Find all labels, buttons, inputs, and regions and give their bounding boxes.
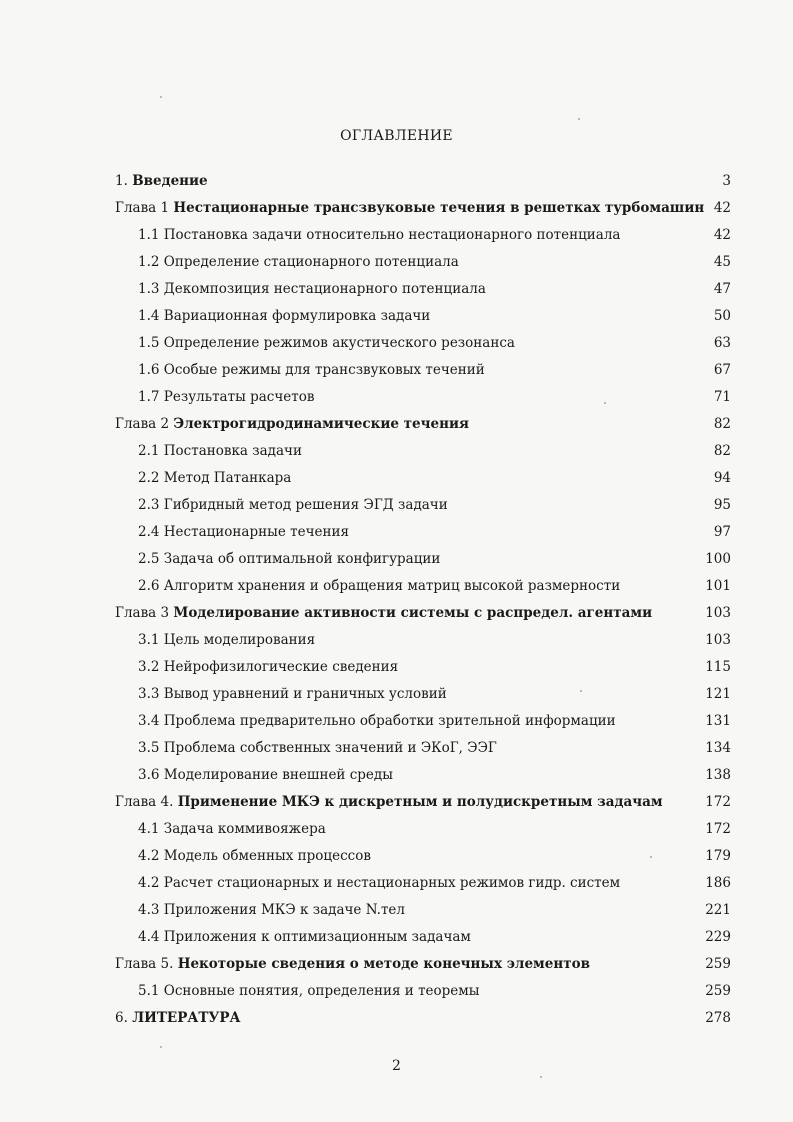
toc-entry-number: 3.4 — [138, 713, 160, 729]
page-title: ОГЛАВЛЕНИЕ — [340, 128, 453, 144]
toc-entry-page: 101 — [705, 578, 731, 594]
toc-chapter-entry[interactable] — [0, 414, 793, 434]
scan-speck — [540, 1076, 542, 1078]
toc-entry-title: Задача об оптимальной конфигурации — [163, 551, 441, 567]
toc-entry-number: 4.3 — [138, 902, 160, 918]
toc-entry-number: 2.5 — [138, 551, 160, 567]
toc-section-entry[interactable] — [0, 981, 793, 1001]
toc-entry-page: 50 — [713, 308, 731, 324]
toc-entry-number: 1. — [115, 173, 128, 189]
toc-entry-title: Нейрофизилогические сведения — [163, 659, 399, 675]
toc-entry-page: 278 — [705, 1010, 731, 1026]
toc-section-entry[interactable] — [0, 360, 793, 380]
toc-entry-label — [138, 495, 448, 515]
toc-entry-number: 2.2 — [138, 470, 160, 486]
toc-entry-label — [138, 900, 405, 920]
toc-entry-title: Электрогидродинамические течения — [173, 416, 469, 432]
toc-entry-title: Цель моделирования — [163, 632, 316, 648]
toc-section-entry[interactable] — [0, 387, 793, 407]
toc-entry-title: Результаты расчетов — [163, 389, 315, 405]
toc-entry-label — [138, 306, 430, 326]
toc-entry-label — [138, 387, 314, 407]
toc-section-entry[interactable] — [0, 495, 793, 515]
toc-entry-page: 82 — [713, 416, 731, 432]
toc-section-entry[interactable] — [0, 306, 793, 326]
toc-entry-label — [138, 927, 471, 947]
toc-entry-title: Гибридный метод решения ЭГД задачи — [163, 497, 448, 513]
toc-entry-label — [138, 468, 291, 488]
toc-entry-page: 179 — [705, 848, 731, 864]
toc-entry-number: 3.5 — [138, 740, 160, 756]
toc-entry-label — [138, 360, 485, 380]
toc-entry-page: 67 — [713, 362, 731, 378]
toc-entry-label — [138, 846, 371, 866]
toc-entry-page: 186 — [705, 875, 731, 891]
toc-section-entry[interactable] — [0, 576, 793, 596]
toc-entry-number: 3.2 — [138, 659, 160, 675]
toc-entry-page: 229 — [705, 929, 731, 945]
toc-entry-title: Нестационарные течения — [163, 524, 350, 540]
toc-entry-page: 103 — [705, 605, 731, 621]
toc-section-entry[interactable] — [0, 522, 793, 542]
toc-entry-title: Определение режимов акустического резонанса — [163, 335, 515, 351]
toc-entry-title: Моделирование внешней среды — [163, 767, 393, 783]
toc-entry-number: 1.3 — [138, 281, 160, 297]
toc-chapter-entry[interactable] — [0, 198, 793, 218]
toc-entry-title: Основные понятия, определения и теоремы — [163, 983, 480, 999]
toc-entry-title: Вывод уравнений и граничных условий — [163, 686, 447, 702]
toc-entry-label — [138, 819, 326, 839]
toc-section-entry[interactable] — [0, 927, 793, 947]
toc-entry-label — [138, 684, 447, 704]
toc-entry-label — [138, 657, 398, 677]
toc-entry-title: ЛИТЕРАТУРА — [132, 1010, 241, 1026]
toc-entry-label — [115, 603, 652, 623]
toc-entry-label — [138, 279, 486, 299]
toc-entry-title: Метод Патанкара — [163, 470, 292, 486]
toc-section-entry[interactable] — [0, 279, 793, 299]
toc-entry-number: 2.6 — [138, 578, 160, 594]
toc-entry-number: 2.1 — [138, 443, 160, 459]
toc-entry-title: Проблема собственных значений и ЭКоГ, ЭЭГ — [163, 740, 497, 756]
scan-speck — [580, 690, 582, 692]
toc-section-entry[interactable] — [0, 819, 793, 839]
toc-chapter-entry[interactable] — [0, 171, 793, 191]
toc-entry-page: 100 — [705, 551, 731, 567]
toc-entry-label — [138, 981, 480, 1001]
toc-entry-title: Определение стационарного потенциала — [163, 254, 459, 270]
toc-entry-title: Постановка задачи относительно нестационарного потенциала — [163, 227, 621, 243]
toc-entry-page: 115 — [705, 659, 731, 675]
toc-section-entry[interactable] — [0, 252, 793, 272]
toc-entry-page: 45 — [713, 254, 731, 270]
toc-entry-number: Глава 3 — [115, 605, 170, 621]
toc-entry-title: Алгоритм хранения и обращения матриц высокой размерности — [163, 578, 621, 594]
toc-entry-label — [115, 1008, 241, 1028]
toc-entry-title: Особые режимы для трансзвуковых течений — [163, 362, 485, 378]
toc-entry-label — [138, 441, 302, 461]
toc-section-entry[interactable] — [0, 657, 793, 677]
toc-section-entry[interactable] — [0, 873, 793, 893]
toc-entry-title: Приложения МКЭ к задаче N.тел — [163, 902, 405, 918]
toc-entry-number: 1.2 — [138, 254, 160, 270]
toc-entry-page: 134 — [705, 740, 731, 756]
toc-entry-number: 1.1 — [138, 227, 160, 243]
toc-entry-label — [138, 522, 349, 542]
toc-entry-label — [138, 576, 620, 596]
toc-entry-number: 1.5 — [138, 335, 160, 351]
toc-entry-title: Постановка задачи — [163, 443, 302, 459]
toc-entry-title: Расчет стационарных и нестационарных режимов гидр. систем — [163, 875, 621, 891]
toc-section-entry[interactable] — [0, 441, 793, 461]
toc-entry-number: 2.3 — [138, 497, 160, 513]
toc-entry-label — [138, 873, 620, 893]
toc-entry-title: Вариационная формулировка задачи — [163, 308, 431, 324]
toc-section-entry[interactable] — [0, 549, 793, 569]
toc-entry-number: 5.1 — [138, 983, 160, 999]
toc-entry-page: 94 — [713, 470, 731, 486]
toc-entry-page: 42 — [713, 227, 731, 243]
toc-entry-page: 259 — [705, 956, 731, 972]
toc-chapter-entry[interactable] — [0, 954, 793, 974]
scan-speck — [578, 118, 580, 120]
toc-entry-page: 47 — [713, 281, 731, 297]
scan-speck — [160, 1046, 162, 1048]
toc-section-entry[interactable] — [0, 333, 793, 353]
toc-entry-title: Модель обменных процессов — [163, 848, 371, 864]
toc-section-entry[interactable] — [0, 684, 793, 704]
toc-entry-label — [138, 765, 393, 785]
toc-entry-page: 121 — [705, 686, 731, 702]
toc-entry-number: 4.2 — [138, 875, 160, 891]
toc-entry-number: 6. — [115, 1010, 128, 1026]
toc-entry-title: Нестационарные трансзвуковые течения в решетках турбомашин — [173, 200, 705, 216]
toc-section-entry[interactable] — [0, 765, 793, 785]
toc-entry-title: Моделирование активности системы с распредел. агентами — [173, 605, 653, 621]
toc-chapter-entry[interactable] — [0, 1008, 793, 1028]
toc-entry-label — [138, 630, 315, 650]
toc-section-entry[interactable] — [0, 738, 793, 758]
toc-entry-label — [115, 414, 469, 434]
toc-entry-label — [115, 792, 663, 812]
page-number: 2 — [392, 1058, 401, 1074]
toc-entry-page: 138 — [705, 767, 731, 783]
toc-entry-label — [138, 711, 616, 731]
toc-entry-number: Глава 5. — [115, 956, 174, 972]
toc-entry-page: 42 — [713, 200, 731, 216]
toc-section-entry[interactable] — [0, 225, 793, 245]
toc-entry-number: 4.1 — [138, 821, 160, 837]
toc-entry-number: 4.2 — [138, 848, 160, 864]
toc-section-entry[interactable] — [0, 711, 793, 731]
toc-entry-page: 172 — [705, 794, 731, 810]
toc-entry-title: Введение — [132, 173, 208, 189]
toc-section-entry[interactable] — [0, 468, 793, 488]
toc-entry-label — [138, 549, 440, 569]
toc-entry-page: 103 — [705, 632, 731, 648]
toc-entry-number: 1.6 — [138, 362, 160, 378]
toc-entry-number: 3.6 — [138, 767, 160, 783]
toc-entry-page: 131 — [705, 713, 731, 729]
scan-speck — [160, 96, 162, 98]
toc-entry-title: Декомпозиция нестационарного потенциала — [163, 281, 486, 297]
scan-speck — [650, 856, 652, 858]
toc-entry-page: 3 — [722, 173, 731, 189]
toc-chapter-entry[interactable] — [0, 792, 793, 812]
toc-entry-number: 2.4 — [138, 524, 160, 540]
toc-entry-label — [138, 738, 497, 758]
toc-entry-label — [115, 198, 704, 218]
toc-entry-page: 95 — [713, 497, 731, 513]
toc-section-entry[interactable] — [0, 900, 793, 920]
toc-entry-page: 97 — [713, 524, 731, 540]
toc-entry-title: Проблема предварительно обработки зрительной информации — [163, 713, 616, 729]
toc-section-entry[interactable] — [0, 630, 793, 650]
toc-entry-label — [138, 225, 620, 245]
scan-speck — [604, 402, 606, 404]
toc-entry-page: 259 — [705, 983, 731, 999]
toc-entry-page: 221 — [705, 902, 731, 918]
toc-entry-number: Глава 1 — [115, 200, 170, 216]
toc-chapter-entry[interactable] — [0, 603, 793, 623]
toc-entry-number: Глава 4. — [115, 794, 174, 810]
toc-entry-label — [115, 954, 590, 974]
toc-entry-label — [115, 171, 208, 191]
toc-entry-title: Некоторые сведения о методе конечных элементов — [177, 956, 590, 972]
toc-entry-title: Приложения к оптимизационным задачам — [163, 929, 471, 945]
toc-section-entry[interactable] — [0, 846, 793, 866]
toc-entry-page: 82 — [713, 443, 731, 459]
toc-entry-number: 4.4 — [138, 929, 160, 945]
toc-entry-number: 3.3 — [138, 686, 160, 702]
toc-entry-label — [138, 252, 459, 272]
toc-entry-page: 172 — [705, 821, 731, 837]
toc-entry-title: Применение МКЭ к дискретным и полудискретным задачам — [177, 794, 663, 810]
toc-entry-title: Задача коммивояжера — [163, 821, 326, 837]
toc-entry-number: Глава 2 — [115, 416, 170, 432]
toc-entry-number: 1.7 — [138, 389, 160, 405]
toc-entry-page: 63 — [713, 335, 731, 351]
toc-entry-number: 3.1 — [138, 632, 160, 648]
toc-entry-page: 71 — [713, 389, 731, 405]
toc-entry-number: 1.4 — [138, 308, 160, 324]
toc-entry-label — [138, 333, 515, 353]
